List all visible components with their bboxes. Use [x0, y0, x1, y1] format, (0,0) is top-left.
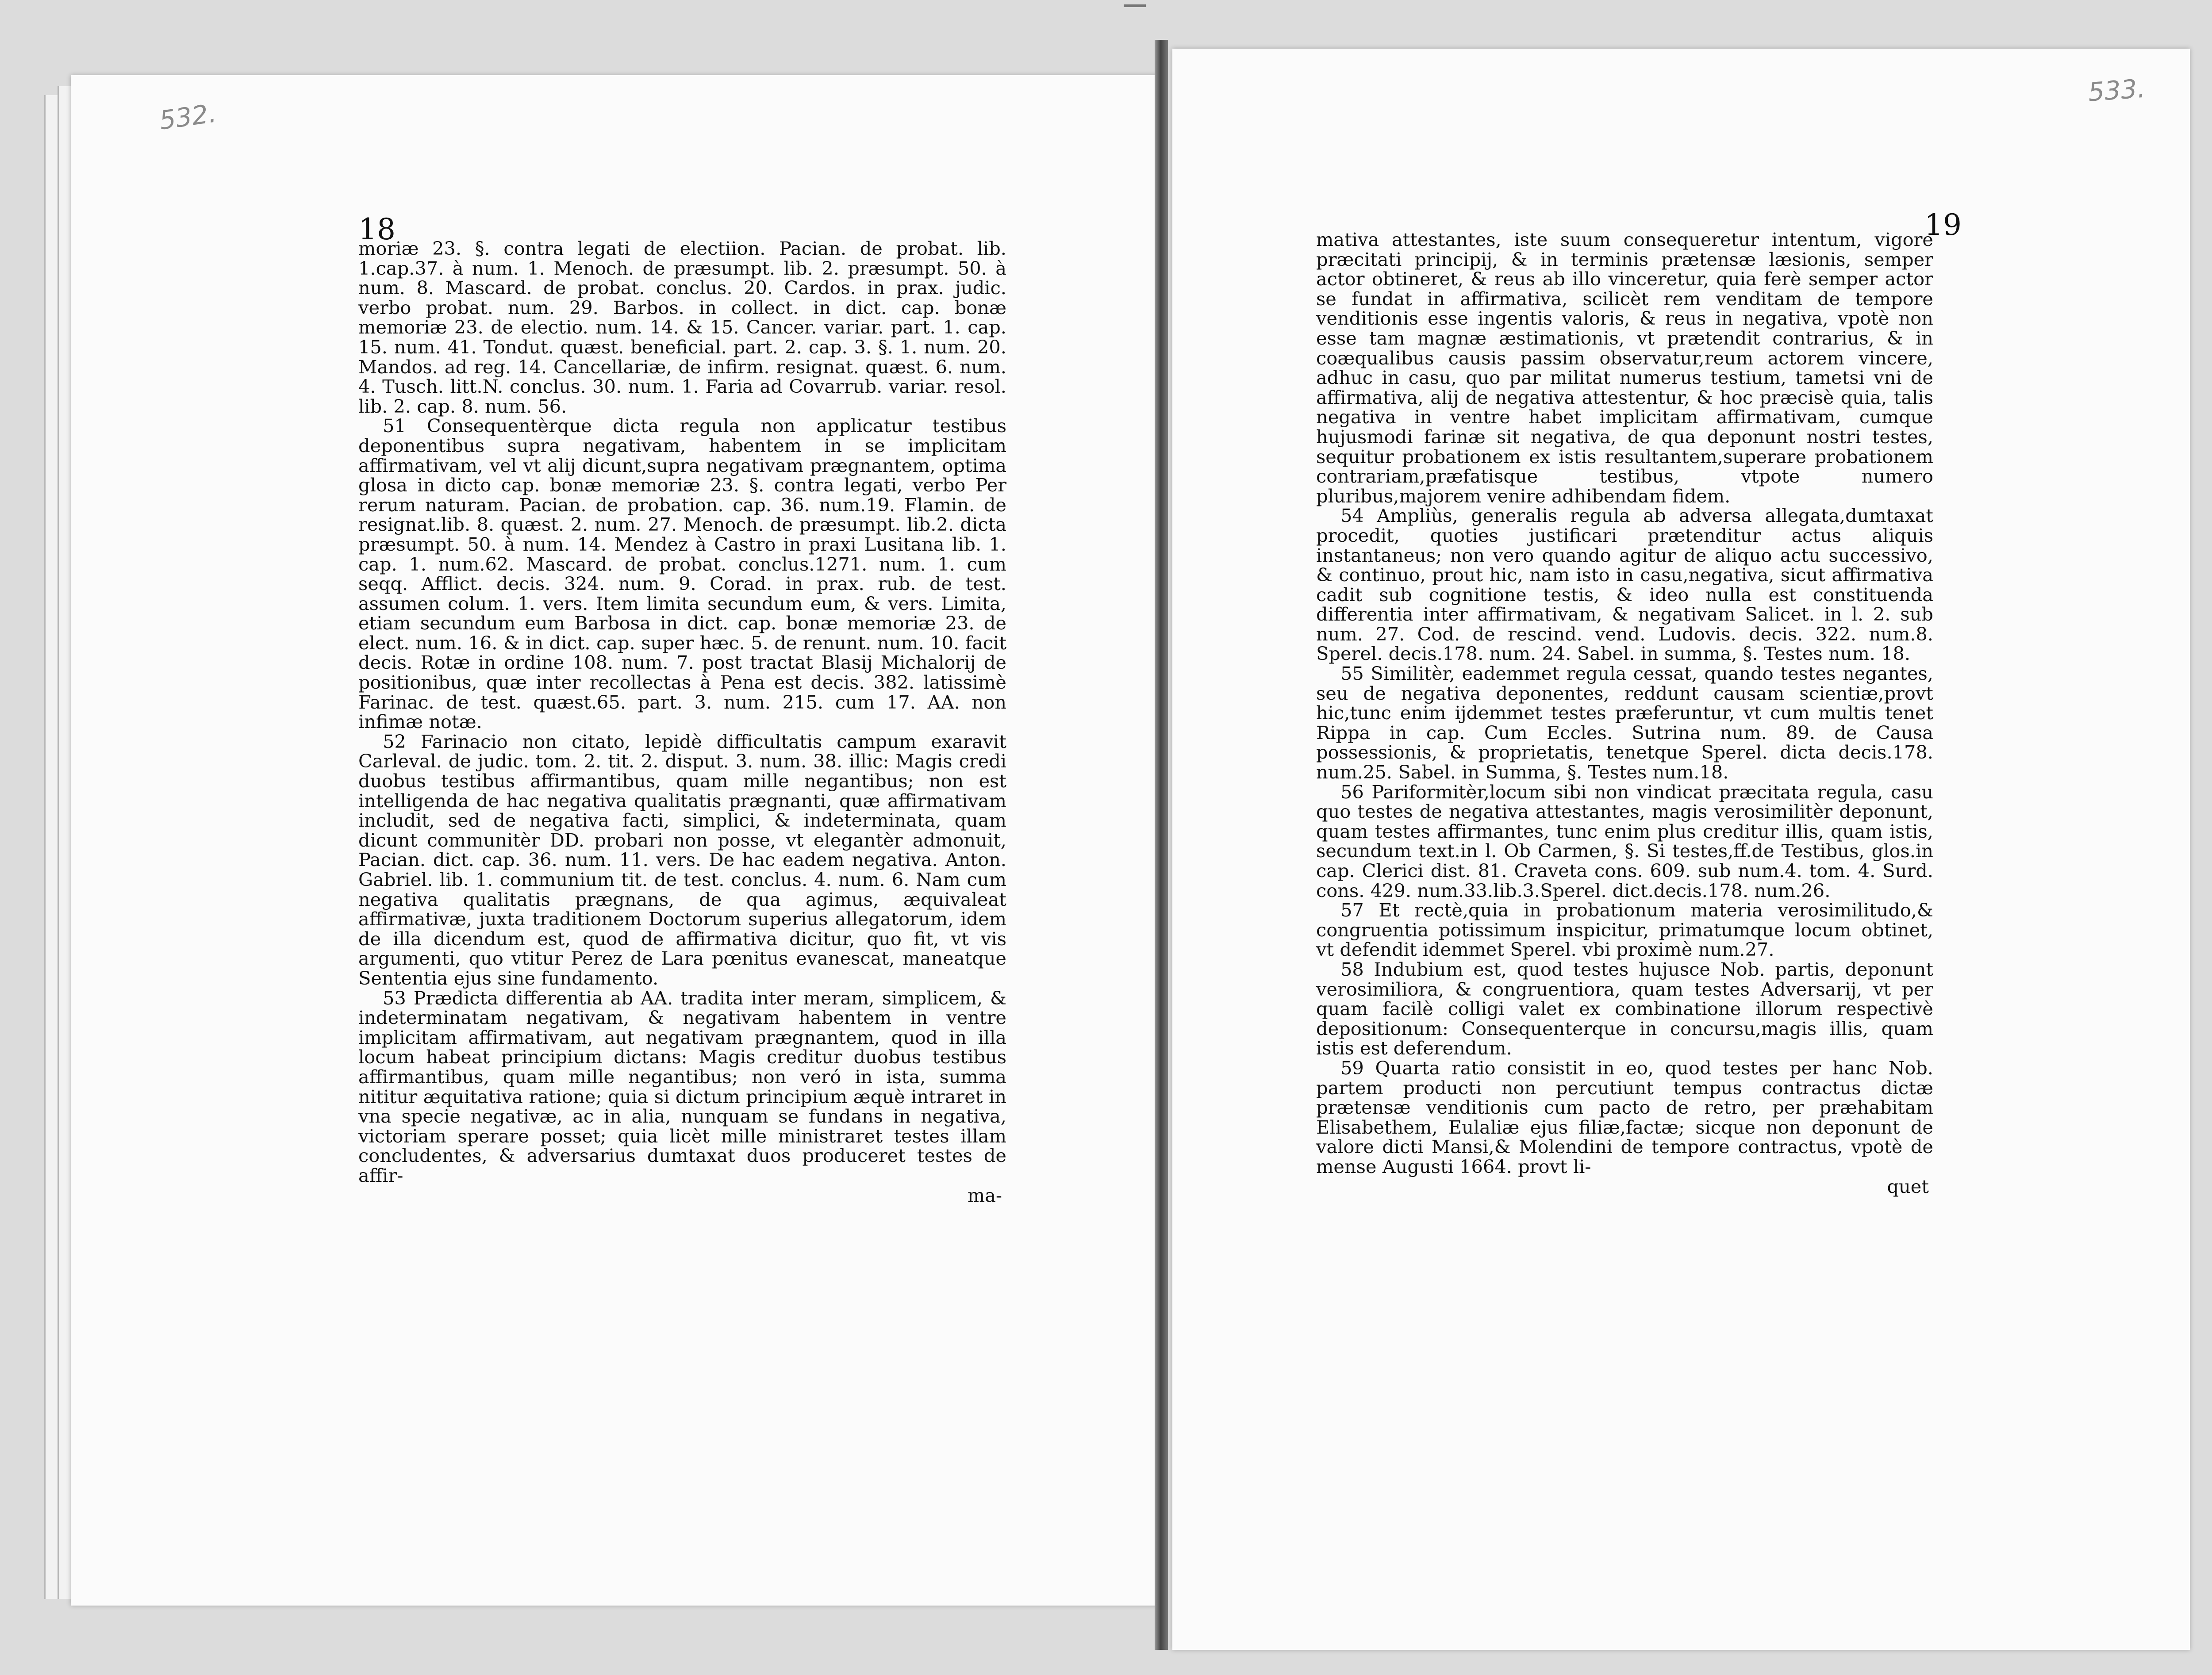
paragraph: 55 Similitèr, eademmet regula cessat, quando testes negantes, seu de negativa deponentes, reddunt causam scientiæ,provt hic,tunc enim ijdemmet testes præferuntur, vt cum multis tenet Rippa in cap. Cum Eccles. Sutrina num. 89. de Causa possessionis, & proprietatis, tenetque Sperel. dicta decis.178. num.25. Sabel. in Summa, §. Testes num.18.: [1316, 663, 1933, 783]
left-text-column: [358, 239, 1006, 1205]
right-page-number: 19: [1924, 208, 1962, 242]
paragraph: 53 Prædicta differentia ab AA. tradita inter meram, simplicem, & indeterminatam negativam, & negativam habentem in ventre implicitam affirmativam, aut negativam prægnantem, quod in illa locum habeat principium dictans: Magis creditur duobus testibus affirmantibus, quam mille negantibus; non veró in ista, summa nititur æquitativa ratione; quia si dictum principium æquè intraret in vna specie negativæ, ac in alia, nunquam se fundans in negativa, victoriam sperare posset; quia licèt mille ministraret testes illam concludentes, & adversarius dumtaxat duos produceret testes de affir-: [358, 987, 1006, 1186]
paragraph: moriæ 23. §. contra legati de electiion. Pacian. de probat. lib. 1.cap.37. à num. 1. Menoch. de præsumpt. lib. 2. præsumpt. 50. à num. 8. Mascard. de probat. conclus. 20. Cardos. in prax. judic. verbo probat. num. 29. Barbos. in collect. in dict. cap. bonæ memoriæ 23. de electio. num. 14. & 15. Cancer. variar. part. 1. cap. 15. num. 41. Tondut. quæst. beneficial. part. 2. cap. 3. §. 1. num. 20. Mandos. ad reg. 14. Cancellariæ, de infirm. resignat. quæst. 6. num. 4. Tusch. litt.N. conclus. 30. num. 1. Faria ad Covarrub. variar. resol. lib. 2. cap. 8. num. 56.: [358, 238, 1006, 417]
right-text-column: [1316, 230, 1933, 1196]
paragraph: 52 Farinacio non citato, lepidè difficultatis campum exaravit Carleval. de judic. tom. 2. tit. 2. disput. 3. num. 38. illic: Magis credi duobus testibus affirmantibus, quam mille negantibus; non est intelligenda de hac negativa qualitatis prægnanti, quæ affirmativam includit, sed de negativa facti, simplici, & indeterminata, quam dicunt communitèr DD. probari non posse, vt elegantèr admonuit, Pacian. dict. cap. 36. num. 11. vers. De hac eadem negativa. Anton. Gabriel. lib. 1. communium tit. de test. conclus. 4. num. 6. Nam cum negativa qualitatis prægnans, de qua agimus, æquivaleat affirmativæ, juxta traditionem Doctorum superius allegatorum, idem de illa dicendum est, quod de affirmativa dicitur, quo fit, vt vis argumenti, quo vtitur Perez de Lara pœnitus evanescat, maneatque Sententia ejus sine fundamento.: [358, 730, 1006, 989]
catchword: ma-: [967, 1184, 1002, 1206]
scan-mark: [1124, 4, 1146, 7]
binding-gutter: [1155, 40, 1168, 1650]
paragraph: 57 Et rectè,quia in probationum materia verosimilitudo,& congruentia potissimum inspicitur, primatumque locum obtinet, vt defendit idemmet Sperel. vbi proximè num.27.: [1316, 899, 1933, 961]
left-pencil-folio: 532.: [157, 98, 219, 136]
paragraph: 54 Ampliùs, generalis regula ab adversa allegata,dumtaxat procedit, quoties justificari prætenditur actus aliquis instantaneus; non vero quando agitur de aliquo actu successivo, & continuo, prout hic, nam isto in casu,negativa, sicut affirmativa cadit sub cognitione testis, & ideo nulla est constituenda differentia inter affirmativam, & negativam Salicet. in l. 2. sub num. 27. Cod. de rescind. vend. Ludovis. decis. 322. num.8. Sperel. decis.178. num. 24. Sabel. in summa, §. Testes num. 18.: [1316, 505, 1933, 665]
paragraph: 58 Indubium est, quod testes hujusce Nob. partis, deponunt verosimiliora, & congruentiora, quam testes Adversarij, vt per quam facilè colligi valet ex combinatione illorum respectivè depositionum: Consequenterque in concursu,magis illis, quam istis est deferendum.: [1316, 958, 1933, 1059]
paragraph: 51 Consequentèrque dicta regula non applicatur testibus deponentibus supra negativam, habentem in se implicitam affirmativam, vel vt alij dicunt,supra negativam prægnantem, optima glosa in dicto cap. bonæ memoriæ 23. §. contra legati, verbo Per rerum naturam. Pacian. de probation. cap. 36. num.19. Flamin. de resignat.lib. 8. quæst. 2. num. 27. Menoch. de præsumpt. lib.2. dicta præsumpt. 50. à num. 14. Mendez à Castro in praxi Lusitana lib. 1. cap. 1. num.62. Mascard. de probat. conclus.1271. num. 1. cum seqq. Afflict. decis. 324. num. 9. Corad. in prax. rub. de test. assumen colum. 1. vers. Item limita secundum eum, & vers. Limita, etiam secundum eum Barbosa in dict. cap. bonæ memoriæ 23. de elect. num. 16. & in dict. cap. super hæc. 5. de renunt. num. 10. facit decis. Rotæ in ordine 108. num. 7. post tractat Blasij Michalorij de positionibus, quæ inter recollectas à Pena est decis. 382. latissimè Farinac. de test. quæst.65. part. 3. num. 215. cum 17. AA. non infimæ notæ.: [358, 415, 1006, 733]
paragraph: 59 Quarta ratio consistit in eo, quod testes per hanc Nob. partem producti non percutiunt tempus contractus dictæ prætensæ venditionis cum pacto de retro, per præhabitam Elisabethem, Eulaliæ ejus filiæ,factæ; sicque non deponunt de valore dicti Mansi,& Molendini de tempore contractus, vpotè de mense Augusti 1664. provt li-: [1316, 1057, 1933, 1177]
left-page-number: 18: [358, 212, 396, 246]
paragraph: mativa attestantes, iste suum consequeretur intentum, vigore præcitati principij, & in terminis prætensæ læsionis, semper actor obtineret, & reus ab illo vinceretur, quia ferè semper actor se fundat in affirmativa, scilicèt rem venditam de tempore venditionis esse ingentis valoris, & reus in negativa, vpotè non esse tam magnæ æstimationis, vt prætendit contrarius, & in coæqualibus causis passim observatur,reum actorem vincere, adhuc in casu, quo par militat numerus testium, tametsi vni de affirmativa, alij de negativa attestentur, & hoc præcisè quia, talis negativa in ventre habet implicitam affirmativam, cumque hujusmodi farinæ sit negativa, de qua deponunt nostri testes, sequitur probationem ex istis resultantem,superare probationem contrariam,præfatisque testibus, vtpote numero pluribus,majorem venire adhibendam fidem.: [1316, 229, 1933, 507]
right-pencil-folio: 533.: [2087, 73, 2147, 107]
paragraph: 56 Pariformitèr,locum sibi non vindicat præcitata regula, casu quo testes de negativa attestantes, magis verosimilitèr deponunt, quam testes affirmantes, tunc enim plus creditur illis, quam istis, secundum text.in l. Ob Carmen, §. Si testes,ff.de Testibus, glos.in cap. Clerici dist. 81. Craveta cons. 609. sub num.4. tom. 4. Surd. cons. 429. num.33.lib.3.Sperel. dict.decis.178. num.26.: [1316, 781, 1933, 901]
catchword: quet: [1887, 1175, 1929, 1197]
